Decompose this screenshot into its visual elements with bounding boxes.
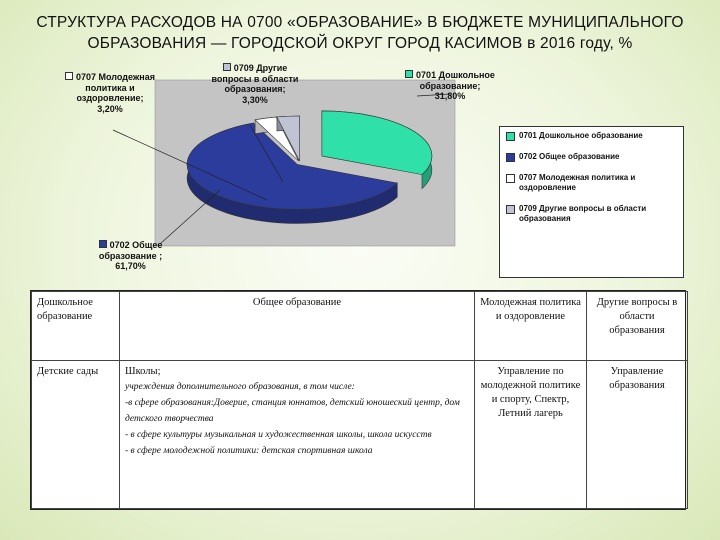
header-other: Другие вопросы в области образования [587, 292, 688, 361]
header-youth: Молодежная политика и оздоровление [475, 292, 587, 361]
chart-area [45, 60, 685, 290]
chart-legend [499, 126, 684, 278]
legend-label-0707: 0707 Молодежная политика и оздоровление [519, 173, 636, 192]
table-header-row [32, 292, 688, 361]
expense-structure-table [30, 290, 686, 510]
table [31, 291, 688, 509]
callout-swatch-0709 [223, 63, 231, 71]
header-preschool: Дошкольное образование [32, 292, 120, 361]
table-row [32, 361, 688, 509]
legend-item-0701 [506, 131, 679, 141]
cell-general [120, 361, 475, 509]
legend-label-0701: 0701 Дошкольное образование [519, 131, 643, 140]
cell-other: Управление образования [587, 361, 688, 509]
legend-swatch-0701 [506, 132, 515, 141]
general-line-3: -в сфере образования:Доверие, станция юннатов, детский юношеский центр, дом детского творчества [125, 398, 460, 424]
cell-preschool: Детские сады [32, 361, 120, 509]
legend-swatch-0709 [506, 205, 515, 214]
cell-youth: Управление по молодежной политике и спорту, Спектр, Летний лагерь [475, 361, 587, 509]
callout-0709: 0709 Другие вопросы в области образования; 3,30% [211, 63, 299, 105]
general-line-1: Школы; [125, 366, 161, 377]
legend-label-0702: 0702 Общее образование [519, 152, 620, 161]
general-line-5: - в сфере молодежной политики: детская спортивная школа [125, 446, 373, 456]
legend-item-0707 [506, 173, 679, 193]
legend-swatch-0702 [506, 153, 515, 162]
legend-swatch-0707 [506, 174, 515, 183]
title-line-2: ОБРАЗОВАНИЯ — ГОРОДСКОЙ ОКРУГ ГОРОД КАСИМОВ в 2016 году, % [87, 35, 633, 52]
callout-0707: 0707 Молодежная политика и оздоровление; 3,20% [50, 72, 170, 114]
callout-swatch-0702 [99, 240, 107, 248]
page-title [10, 12, 710, 54]
callout-0702: 0702 Общее образование ; 61,70% [98, 240, 163, 271]
general-line-4: - в сфере культуры музыкальная и художественная школы, школа искусств [125, 430, 432, 440]
legend-item-0702 [506, 152, 679, 162]
legend-label-0709: 0709 Другие вопросы в области образования [519, 204, 647, 223]
title-line-1: СТРУКТУРА РАСХОДОВ НА 0700 «ОБРАЗОВАНИЕ» В БЮДЖЕТЕ МУНИЦИПАЛЬНОГО [36, 14, 684, 31]
legend-item-0709 [506, 204, 679, 224]
callout-swatch-0707 [65, 72, 73, 80]
callout-swatch-0701 [405, 70, 413, 78]
header-general: Общее образование [120, 292, 475, 361]
callout-0701: 0701 Дошкольное образование; 31,80% [390, 70, 510, 102]
general-line-2: учреждения дополнительного образования, в том числе: [125, 382, 355, 392]
